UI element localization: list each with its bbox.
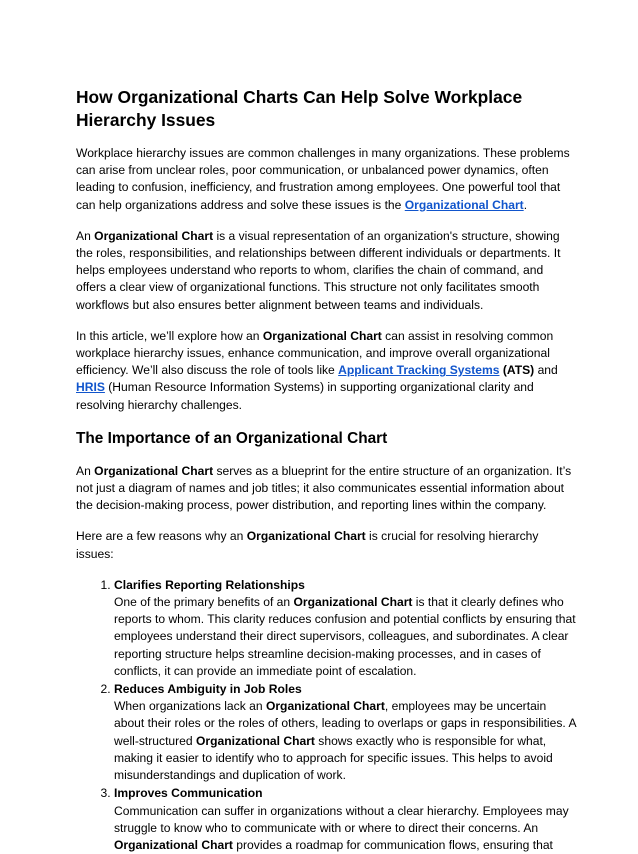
- list-item-title: 2. Reduces Ambiguity in Job Roles: [114, 681, 576, 698]
- applicant-tracking-systems-link[interactable]: Applicant Tracking Systems: [338, 363, 499, 377]
- bold-term: Organizational Chart: [94, 464, 213, 478]
- text: One of the primary benefits of an: [114, 595, 294, 609]
- bold-term: (ATS): [503, 363, 534, 377]
- bold-term: Organizational Chart: [294, 595, 413, 609]
- list-item-body: [114, 698, 576, 784]
- text: is crucial for resolving hierarchy issues:: [76, 529, 538, 560]
- text: is that it clearly defines who reports to whom. This clarity reduces confusion and potential conflicts by ensuring that employees understand their direct supervisors, colleagues, and subordinates. A clear reporting structure helps streamline decision-making processes, and in cases of conflicts, it can provide an immediate point of escalation.: [114, 595, 576, 678]
- text: is a visual representation of an organization's structure, showing the roles, responsibilities, and relationships between different individuals or departments. It helps employees understand who reports to whom, clarifies the chain of command, and offers a clear view of organizational functions. This structure not only facilitates smooth workflows but also ensures better alignment between teams and individuals.: [76, 229, 560, 312]
- article-overview-paragraph: [76, 328, 576, 414]
- list-item: [114, 681, 576, 784]
- text: , employees may be uncertain about their roles or the roles of others, leading to overlaps or gaps in responsibilities. A well-structured: [114, 699, 576, 747]
- text: and: [534, 363, 558, 377]
- bold-term: Organizational Chart: [266, 699, 385, 713]
- text: .: [524, 198, 527, 212]
- intro-paragraph: [76, 145, 576, 214]
- reasons-list: [76, 577, 576, 854]
- list-item-title: 1. Clarifies Reporting Relationships: [114, 577, 576, 594]
- list-item-body: [114, 594, 576, 680]
- text: Here are a few reasons why an: [76, 529, 247, 543]
- bold-term: Organizational Chart: [247, 529, 366, 543]
- text: can assist in resolving common workplace hierarchy issues, enhance communication, and improve overall organizational efficiency. We’ll also discuss the role of tools like: [76, 329, 553, 377]
- text: serves as a blueprint for the entire structure of an organization. It’s not just a diagram of names and job titles; it also communicates essential information about the decision-making process, power distribution, and reporting lines within the company.: [76, 464, 571, 512]
- definition-paragraph: [76, 228, 576, 314]
- list-item: [114, 785, 576, 854]
- list-item-body: [114, 803, 576, 854]
- text: Workplace hierarchy issues are common challenges in many organizations. These problems can arise from unclear roles, poor communication, or unbalanced power dynamics, often leading to confusion, inefficiency, and frustration among employees. One powerful tool that can help organizations address and solve these issues is the: [76, 146, 570, 212]
- bold-term: Organizational Chart: [114, 838, 233, 852]
- page-title: How Organizational Charts Can Help Solve Workplace Hierarchy Issues: [76, 86, 576, 132]
- text: When organizations lack an: [114, 699, 266, 713]
- organizational-chart-link[interactable]: Organizational Chart: [405, 198, 524, 212]
- bold-term: Organizational Chart: [263, 329, 382, 343]
- bold-term: Organizational Chart: [94, 229, 213, 243]
- text: Communication can suffer in organizations without a clear hierarchy. Employees may struggle to know who to communicate with or where to direct their concerns. An: [114, 804, 569, 835]
- text: (Human Resource Information Systems) in supporting organizational clarity and resolving hierarchy challenges.: [76, 380, 534, 411]
- text: An: [76, 464, 94, 478]
- hris-link[interactable]: HRIS: [76, 380, 105, 394]
- reasons-intro-paragraph: [76, 528, 576, 562]
- text: provides a roadmap for communication flows, ensuring that: [233, 838, 553, 852]
- text: In this article, we’ll explore how an: [76, 329, 263, 343]
- text: shows exactly who is responsible for what, making it easier to identify who to approach for specific issues. This helps to avoid misunderstandings and duplication of work.: [114, 734, 553, 782]
- list-item-title: 3. Improves Communication: [114, 785, 576, 802]
- list-item: [114, 577, 576, 680]
- blueprint-paragraph: [76, 463, 576, 515]
- text: An: [76, 229, 94, 243]
- section-heading: The Importance of an Organizational Chart: [76, 428, 576, 449]
- bold-term: Organizational Chart: [196, 734, 315, 748]
